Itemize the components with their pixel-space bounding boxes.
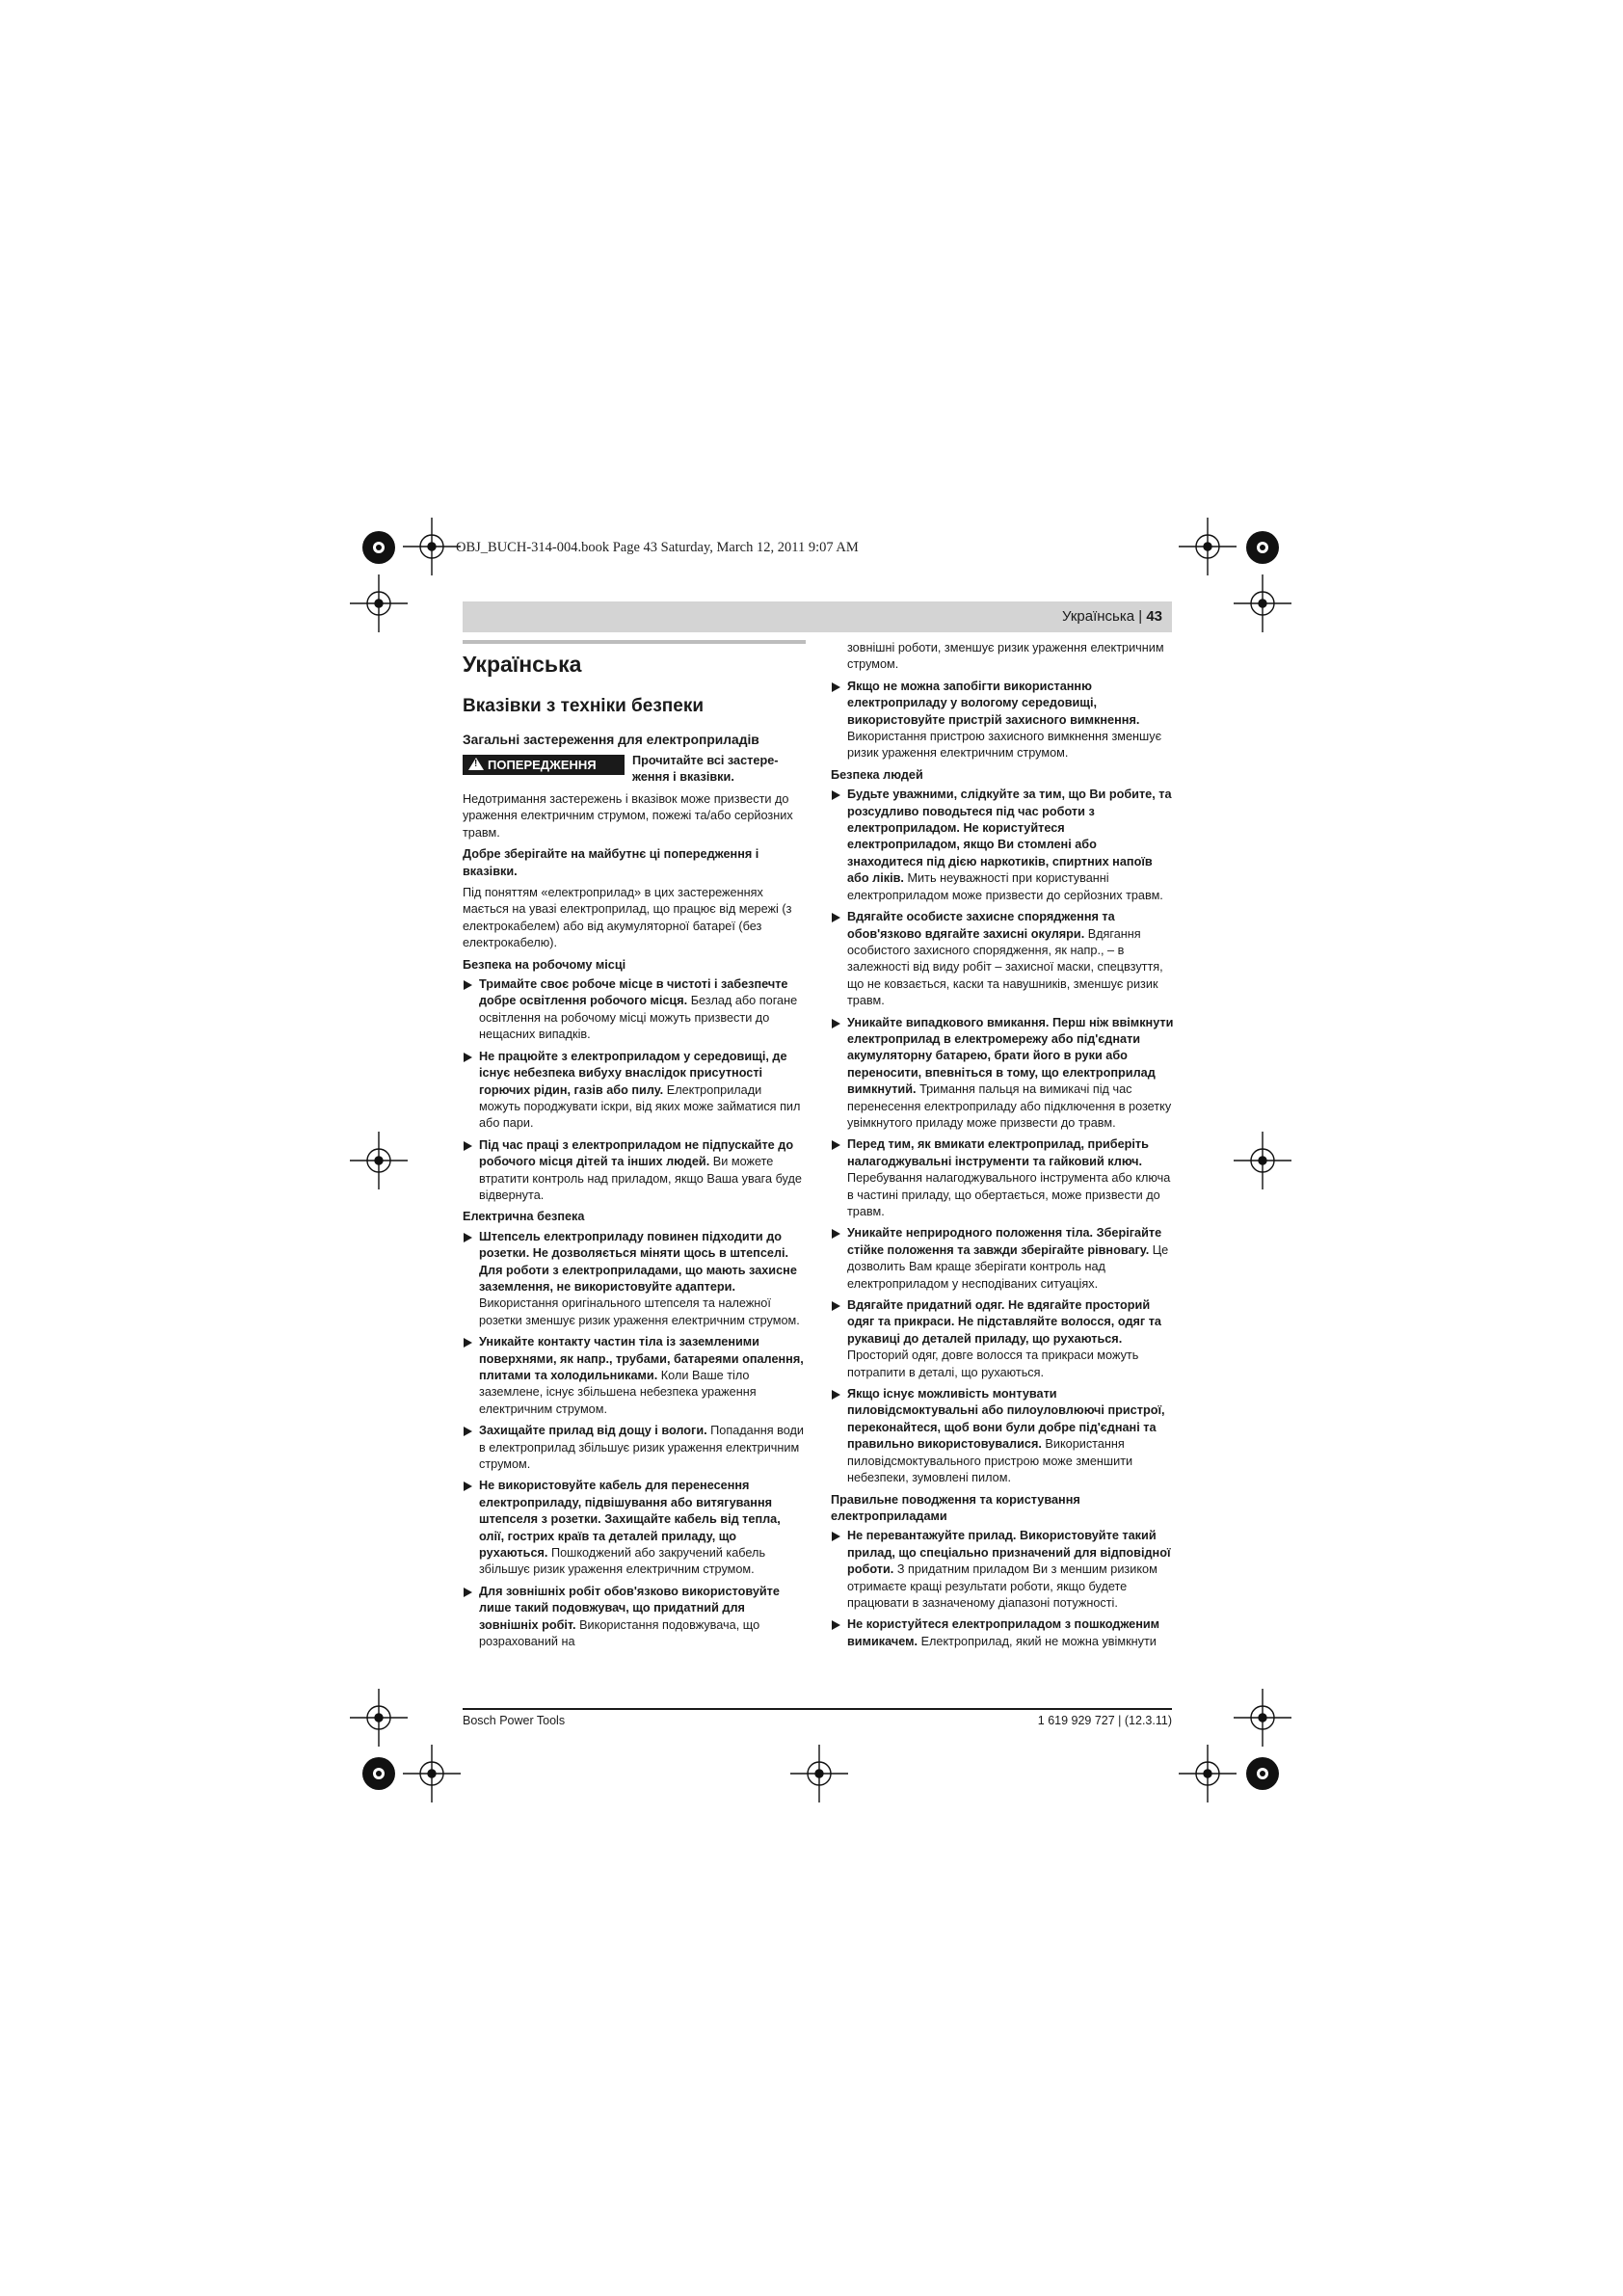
arrow-bullet-icon [464,1427,472,1436]
bullet-body-text: Використання оригінального штепселя та належної розетки зменшує ризик ураження електричним струмом. [479,1296,800,1327]
bullet-bold-text: Не використовуйте кабель для перенесення електроприладу, підвішування або витягування штепселя з розетки. Захищайте кабель від тепла, олії, гострих країв та деталей приладу, що рухаються. [479,1479,781,1561]
intro-paragraph-2: Добре зберігайте на майбутнє ці попередження і вказівки. [463,847,759,878]
bullet-bold-text: Захищайте прилад від дощу і вологи. [479,1424,707,1438]
bullet-item [463,1334,806,1418]
arrow-bullet-icon [832,1301,840,1311]
arrow-bullet-icon [464,1482,472,1491]
arrow-bullet-icon [832,1620,840,1630]
bullet-item [463,976,806,1044]
bullet-bold-text: Вдягайте особисте захисне спорядження та обов'язково вдягайте захисні окуляри. [847,910,1115,941]
crosshair-mark-right-upper [1234,574,1291,632]
continuation-text: зовнішні роботи, зменшує ризик ураження електричним струмом. [847,641,1164,672]
bullet-body-text: З придатним приладом Ви з меншим ризиком отримаєте кращі результати роботи, якщо будете працювати в зазначеному діапазоні потужності. [847,1562,1157,1610]
starburst-mark-tl [362,531,395,564]
arrow-bullet-icon [832,1140,840,1150]
print-slug-line: OBJ_BUCH-314-004.book Page 43 Saturday, March 12, 2011 9:07 AM [456,540,859,555]
bullet-body-text: Пошкоджений або закручений кабель збільшує ризик ураження електричним струмом. [479,1546,766,1577]
proper-use-list [831,1528,1174,1650]
electrical-list-continued [831,679,1174,762]
section-title: Вказівки з техніки безпеки [463,696,705,716]
bullet-item [831,1386,1174,1486]
crosshair-mark-right-middle [1234,1132,1291,1189]
arrow-bullet-icon [832,682,840,692]
bullet-body-text: Це дозволить Вам краще зберігати контроль над електроприладом у несподіваних ситуаціях. [847,1242,1169,1291]
general-warnings-heading: Загальні застереження для електроприладів [463,733,759,747]
intro-paragraph-1: Недотримання застережень і вказівок може призвести до ураження електричним струмом, пожежі та/або серйозних травм. [463,792,793,840]
electrical-safety-heading: Електрична безпека [463,1210,585,1224]
arrow-bullet-icon [464,1338,472,1348]
crosshair-mark-left-upper [350,574,408,632]
electrical-list [463,1229,806,1651]
arrow-bullet-icon [832,1229,840,1239]
bullet-item [831,1225,1174,1293]
bullet-item [831,1528,1174,1612]
arrow-bullet-icon [464,1588,472,1597]
bullet-item [831,1136,1174,1220]
page-header-bar [463,601,1172,632]
crosshair-mark-top-left [403,518,461,575]
right-column [831,640,1174,1655]
workplace-list [463,976,806,1204]
starburst-mark-br [1246,1757,1279,1790]
crosshair-mark-top-right [1179,518,1237,575]
warning-triangle-icon [468,758,484,770]
bullet-item [831,1015,1174,1133]
arrow-bullet-icon [832,1532,840,1541]
bullet-item [463,1049,806,1133]
page-header-text: Українська | 43 [1061,608,1162,625]
bullet-item [463,1423,806,1473]
bullet-body-text: Коли Ваше тіло заземлене, існує збільшена небезпека ураження електричним струмом. [479,1369,757,1416]
bullet-body-text: Попадання води в електроприлад збільшує ризик ураження електричним струмом. [479,1424,805,1472]
bullet-body-text: Вдягання особистого захисного спорядження, як напр., – в залежності від виду робіт – захисної маски, спецвзуття, що не ковзається, каски та навушників, зменшує ризик травм. [847,926,1163,1008]
arrow-bullet-icon [464,1233,472,1242]
bullet-body-text: Безлад або погане освітлення на робочому місці можуть призвести до нещасних випадків. [479,994,798,1042]
bullet-bold-text: Уникайте контакту частин тіла із заземленими поверхнями, як напр., трубами, батареями опалення, плитами та холодильниками. [479,1335,804,1382]
bullet-item [831,679,1174,762]
bullet-bold-text: Не працюйте з електроприладом у середовищі, де існує небезпека вибуху внаслідок присутності горючих рідин, газів або пилу. [479,1049,787,1097]
footer-rule [463,1708,1172,1710]
bullet-item [831,787,1174,904]
bullet-bold-text: Уникайте випадкового вмикання. Перш ніж ввімкнути електроприлад в електромережу або під'єднати акумуляторну батарею, брати його в руки або переносити, впевніться в тому, що електроприлад вимкнутий. [847,1015,1174,1097]
bullet-bold-text: Тримайте своє робоче місце в чистоті і забезпечте добре освітлення робочого місця. [479,977,788,1008]
header-section: Українська [1061,608,1135,625]
bullet-bold-text: Штепсель електроприладу повинен підходити до розетки. Не дозволяється міняти щось в штепселі. Для роботи з електроприладами, що мають захисне заземлення, не використовуйте адаптери. [479,1229,797,1294]
arrow-bullet-icon [832,790,840,800]
footer-doc-number: 1 619 929 727 | (12.3.11) [1037,1714,1172,1727]
crosshair-mark-right-lower [1234,1689,1291,1747]
bullet-body-text: Перебування налагоджувального інструмента або ключа в частині приладу, що обертається, може призвести до травм. [847,1171,1171,1218]
bullet-item [463,1229,806,1329]
bullet-body-text: Використання пристрою захисного вимкнення зменшує ризик ураження електричним струмом. [847,730,1162,761]
bullet-body-text: Використання подовжувача, що розрахований на [479,1617,760,1649]
bullet-body-text: Просторий одяг, довге волосся та прикраси можуть потрапити в деталі, що рухаються. [847,1348,1139,1379]
bullet-item [463,1584,806,1651]
starburst-mark-bl [362,1757,395,1790]
intro-paragraph-3: Під поняттям «електроприлад» в цих застереженнях мається на увазі електроприлад, що працює від мережі (з електрокабелем) або від акумуляторної батареї (без електрокабелю). [463,886,792,950]
bullet-body-text: Мить неуважності при користуванні електроприладом може призвести до серйозних травм. [847,871,1163,902]
warning-label: ПОПЕРЕДЖЕННЯ [488,758,597,772]
bullet-body-text: Ви можете втратити контроль над приладом, якщо Ваша увага буде відвернута. [479,1155,802,1202]
bullet-body-text: Використання пиловідсмоктувального пристрою може зменшити небезпеки, зумовлені пилом. [847,1437,1133,1485]
crosshair-mark-left-middle [350,1132,408,1189]
warning-text: Прочитайте всі застере-ження і вказівки. [632,754,779,785]
crosshair-mark-bottom-left [403,1745,461,1802]
bullet-bold-text: Уникайте неприродного положення тіла. Зберігайте стійке положення та завжди зберігайте рівновагу. [847,1226,1162,1257]
warning-row [463,753,806,788]
left-column [463,640,806,1656]
footer-brand: Bosch Power Tools [463,1714,566,1727]
arrow-bullet-icon [464,1053,472,1062]
arrow-bullet-icon [832,913,840,922]
proper-use-heading: Правильне поводження та користування електроприладами [831,1492,1080,1523]
arrow-bullet-icon [832,1019,840,1028]
workplace-safety-heading: Безпека на робочому місці [463,957,626,972]
bullet-bold-text: Якщо не можна запобігти використанню електроприладу у вологому середовищі, використовуйте пристрій захисного вимкнення. [847,679,1140,727]
arrow-bullet-icon [464,980,472,990]
page-title: Українська [463,652,582,677]
personal-safety-list [831,787,1174,1486]
bullet-item [831,909,1174,1009]
title-rule [463,640,806,644]
warning-badge [463,755,625,775]
bullet-item [831,1297,1174,1381]
arrow-bullet-icon [832,1390,840,1400]
crosshair-mark-bottom-right [1179,1745,1237,1802]
bullet-bold-text: Будьте уважними, слідкуйте за тим, що Ви робите, та розсудливо поводьтеся під час роботи з електроприладом. Не користуйтеся електроприладом, якщо Ви стомлені або знаходитеся під дією наркотиків, спиртних напоїв або ліків. [847,788,1172,886]
bullet-bold-text: Не користуйтеся електроприладом з пошкодженим вимикачем. [847,1617,1160,1648]
bullet-body-text: Тримання пальця на вимикачі під час перенесення електроприладу або підключення в розетку увімкнутого приладу може призвести до травм. [847,1082,1172,1130]
bullet-bold-text: Для зовнішніх робіт обов'язково використовуйте лише такий подовжувач, що придатний для зовнішніх робіт. [479,1584,780,1632]
arrow-bullet-icon [464,1141,472,1151]
bullet-body-text: Електроприлади можуть породжувати іскри, від яких може займатися пил або пари. [479,1082,801,1131]
bullet-bold-text: Перед тим, як вмикати електроприлад, приберіть налагоджувальні інструменти та гайковий ключ. [847,1137,1149,1168]
page-number: 43 [1146,608,1162,625]
bullet-bold-text: Не перевантажуйте прилад. Використовуйте такий прилад, що спеціально призначений для відповідної роботи. [847,1529,1171,1577]
bullet-item [831,1616,1174,1650]
crosshair-mark-bottom-center [790,1745,848,1802]
bullet-bold-text: Вдягайте придатний одяг. Не вдягайте просторий одяг та прикраси. Не підставляйте волосся, одяг та рукавиці до деталей приладу, що рухаються. [847,1298,1161,1346]
crosshair-mark-left-lower [350,1689,408,1747]
bullet-bold-text: Якщо існує можливість монтувати пиловідсмоктувальні або пилоуловлюючі пристрої, переконайтеся, щоб вони були добре під'єднані та правильно використовувалися. [847,1387,1165,1452]
starburst-mark-tr [1246,531,1279,564]
bullet-body-text: Електроприлад, який не можна увімкнути [918,1634,1157,1648]
bullet-item [463,1137,806,1205]
personal-safety-heading: Безпека людей [831,767,923,782]
bullet-item [463,1478,806,1578]
bullet-bold-text: Під час праці з електроприладом не підпускайте до робочого місця дітей та інших людей. [479,1137,794,1169]
